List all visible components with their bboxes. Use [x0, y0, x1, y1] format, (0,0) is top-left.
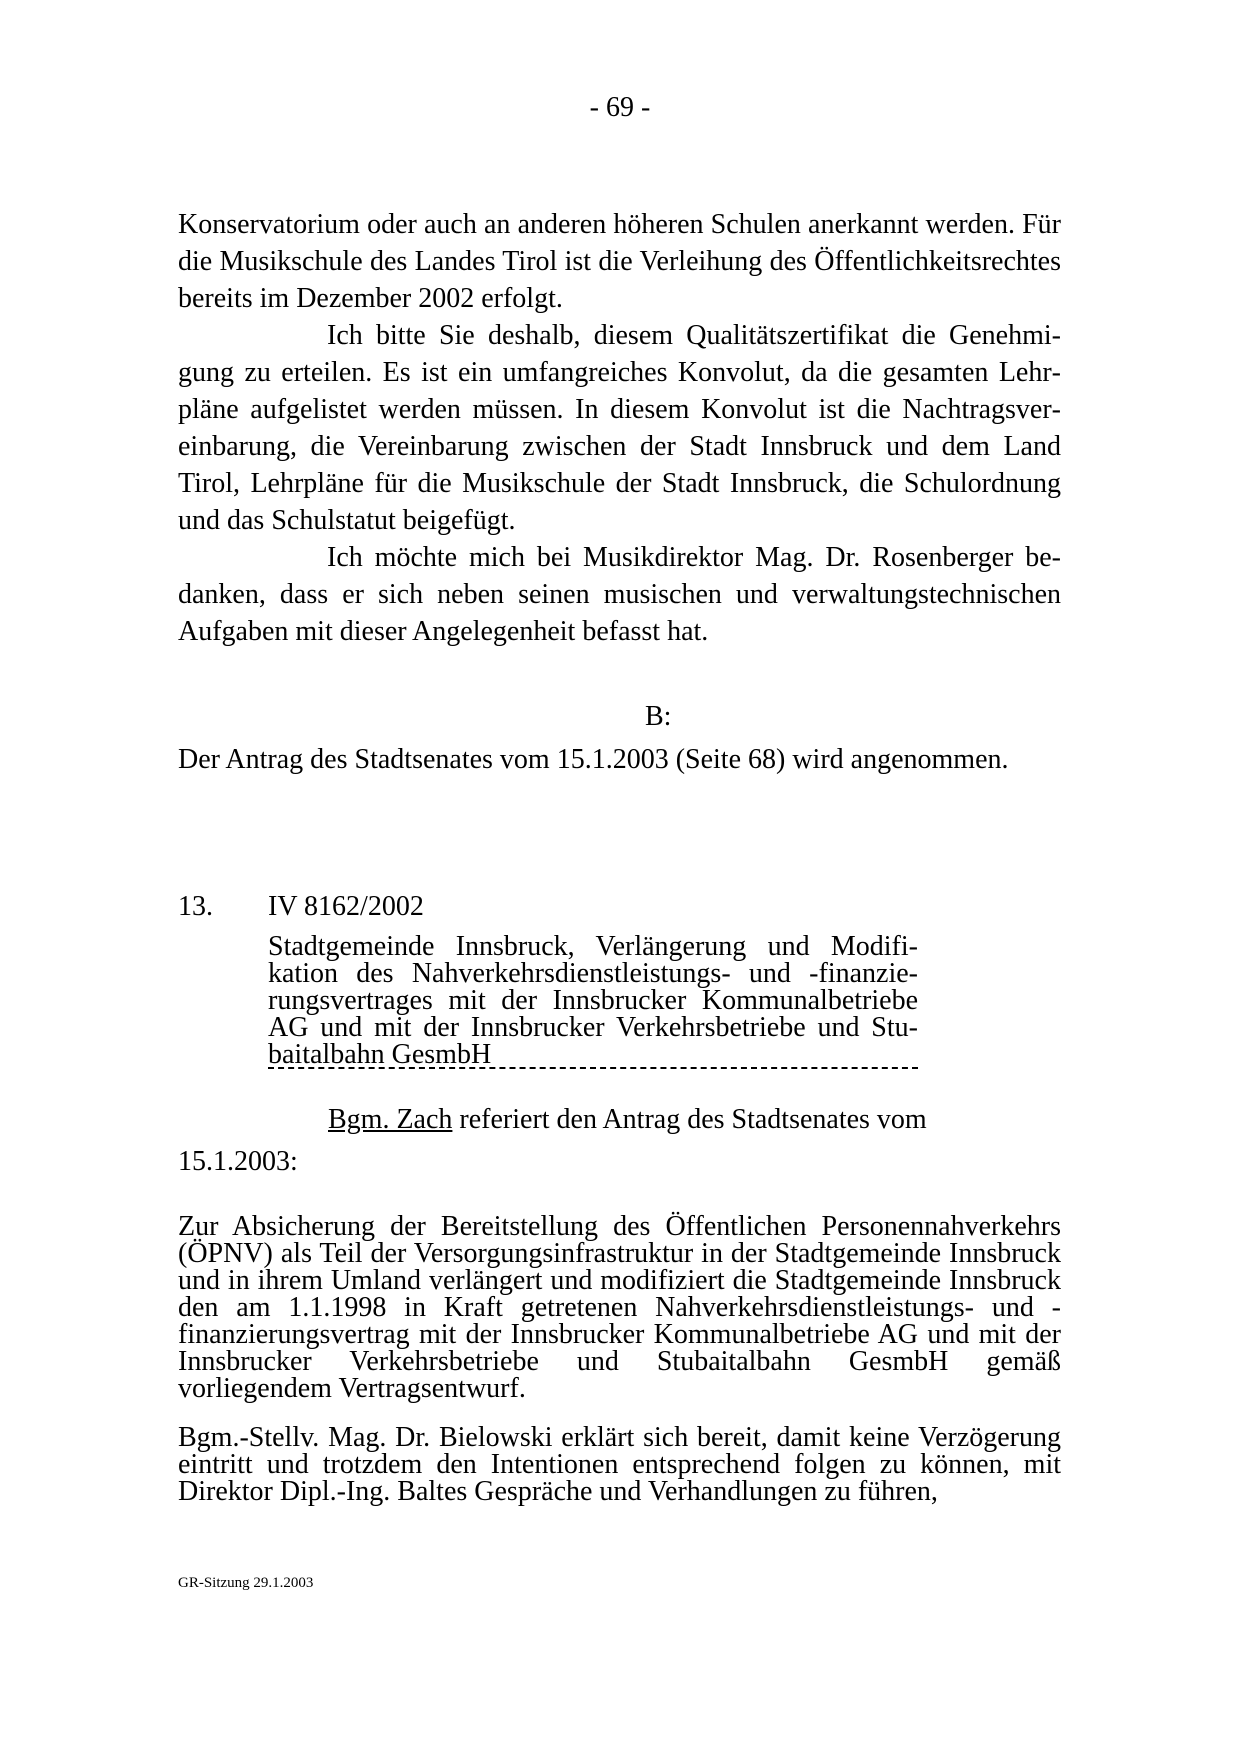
intro-paragraph-1: Konservatorium oder auch an anderen höheren Schulen anerkannt werden. Für die Musikschule des Landes Tirol ist die Verleihung des Öffentlichkeitsrechtes bereits im Dezember 2002 erfolgt. [178, 209, 1061, 314]
intro-section [178, 206, 1061, 650]
intro-paragraph-3: Ich möchte mich bei Musikdirektor Mag. Dr. Rosenberger bedanken, dass er sich neben seinen musischen und verwaltungstechnischen Aufgaben mit dieser Angelegenheit befasst hat. [178, 542, 1061, 647]
agenda-item-reference: IV 8162/2002 [268, 891, 424, 922]
referent-text: referiert den Antrag des Stadtsenates vom [452, 1104, 927, 1135]
page-number: - 69 - [589, 92, 651, 123]
dashed-divider [268, 1067, 918, 1069]
decision-label: B: [645, 701, 672, 732]
statement-paragraph: Bgm.-Stellv. Mag. Dr. Bielowski erklärt sich bereit, damit keine Verzögerung eintritt und trotzdem den Intentionen entsprechend folgen zu können, mit Direktor Dipl.-Ing. Baltes Gespräche und Verhandlungen zu führen, [178, 1422, 1061, 1507]
agenda-item-number: 13. [178, 891, 213, 922]
referent-date: 15.1.2003: [178, 1146, 298, 1177]
referent-name: Bgm. Zach [328, 1104, 453, 1135]
agenda-item-subject: Stadtgemeinde Innsbruck, Verlängerung und Modifikation des Nahverkehrsdienstleistungs- und -finanzierungsvertrages mit der Innsbrucker Kommunalbetriebe AG und mit der Innsbrucker Verkehrsbetriebe und Stubaitalbahn GesmbH [268, 931, 918, 1070]
referent-line [328, 1104, 927, 1136]
motion-paragraph: Zur Absicherung der Bereitstellung des Öffentlichen Personennahverkehrs (ÖPNV) als Teil der Versorgungsinfrastruktur in der Stadtgemeinde Innsbruck und in ihrem Umland verlängert und modifiziert die Stadtgemeinde Innsbruck den am 1.1.1998 in Kraft getretenen Nahverkehrsdienstleistungs- und -finanzierungsvertrag mit der Innsbrucker Kommunalbetriebe AG und mit der Innsbrucker Verkehrsbetriebe und Stubaitalbahn GesmbH gemäß vorliegendem Vertragsentwurf. [178, 1211, 1061, 1404]
intro-paragraph-2: Ich bitte Sie deshalb, diesem Qualitätszertifikat die Genehmigung zu erteilen. Es ist ein umfangreiches Konvolut, da die gesamten Lehrpläne aufgelistet werden müssen. In diesem Konvolut ist die Nachtragsvereinbarung, die Vereinbarung zwischen der Stadt Innsbruck und dem Land Tirol, Lehrpläne für die Musikschule der Stadt Innsbruck, die Schulordnung und das Schulstatut beigefügt. [178, 320, 1061, 536]
decision-text: Der Antrag des Stadtsenates vom 15.1.2003 (Seite 68) wird angenommen. [178, 744, 1009, 775]
footer: GR-Sitzung 29.1.2003 [178, 1575, 314, 1591]
